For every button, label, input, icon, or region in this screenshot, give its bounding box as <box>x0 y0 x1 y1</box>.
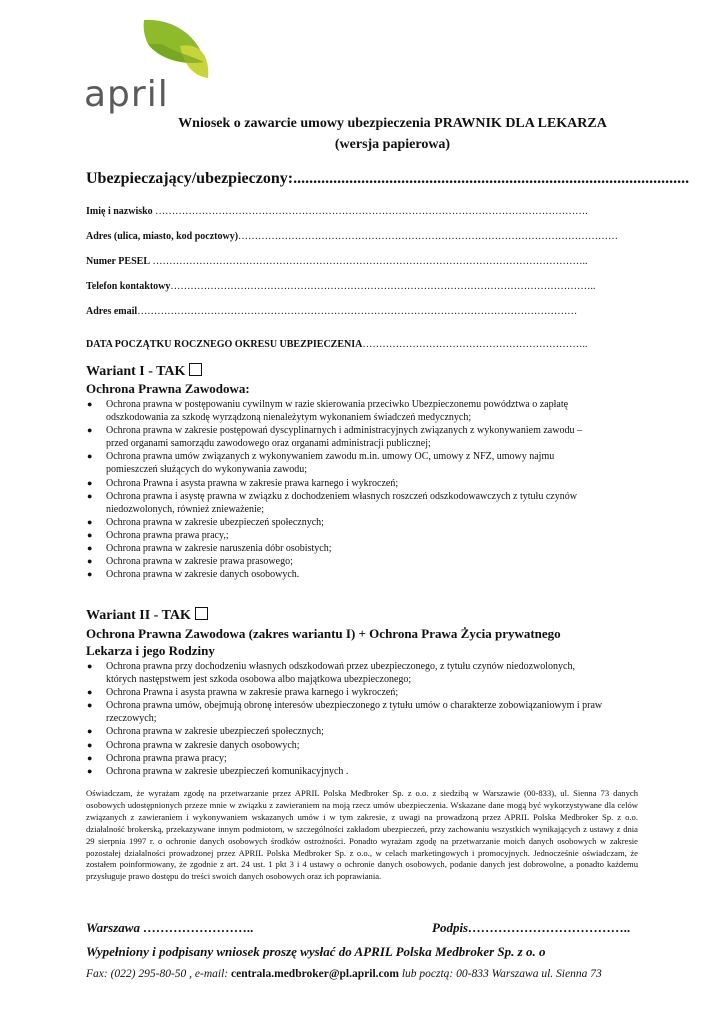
variant1-subheading: Ochrona Prawna Zawodowa: <box>86 381 250 396</box>
start-date-field[interactable]: DATA POCZĄTKU ROCZNEGO OKRESU UBEZPIECZENIA………………………………………………………….. <box>86 339 588 350</box>
variant2-checkbox[interactable] <box>195 607 208 620</box>
list-item: ● Ochrona prawna prawa pracy,; <box>87 529 229 541</box>
list-item: ● Ochrona prawna umów, obejmują obronę interesów ubezpieczonego z tytułu umów o charakterze zobowiązaniowym i praw rzeczowych; <box>87 700 603 725</box>
phone-field[interactable]: Telefon kontaktowy……………………………………………………………………………………………………………….. <box>86 281 596 292</box>
variant1-heading: Wariant I - TAK <box>86 363 202 380</box>
list-item: ● Ochrona prawna w postępowaniu cywilnym w razie skierowania przeciwko Ubezpieczonemu powództwa o zapłatę odszkodowania za szkodę wyrządzoną nienależytym wykonaniem świadczeń medycznych; <box>87 399 569 424</box>
list-item: ● Ochrona prawna w zakresie postępowań dyscyplinarnych i administracyjnych związanych z wykonywaniem zawodu – przed organami samorządu zawodowego oraz organami administracji publicznej; <box>87 425 582 450</box>
document-subtitle: (wersja papierowa) <box>334 137 451 152</box>
april-logo <box>82 16 222 114</box>
contact-email[interactable]: centrala.medbroker@pl.april.com <box>231 968 399 980</box>
name-field[interactable]: Imię i nazwisko …………………………………………………………………………………………………………………. <box>86 206 588 217</box>
email-field[interactable]: Adres email…………………………………………………………………………………………………………………… <box>86 306 578 317</box>
list-item: ● Ochrona prawna umów związanych z wykonywaniem zawodu m.in. umowy OC, umowy z NFZ, umowy najmu pomieszczeń służących do wykonywania zawodu; <box>87 451 555 476</box>
variant2-list <box>86 660 606 778</box>
variant2-heading: Wariant II - TAK <box>86 607 208 624</box>
list-item: ● Ochrona prawna w zakresie danych osobowych; <box>87 739 300 751</box>
insured-heading: Ubezpieczający/ubezpieczony:................................................................................................... <box>86 170 690 187</box>
pesel-field[interactable]: Numer PESEL ………………………………………………………………………………………………………………….. <box>86 256 588 267</box>
document-title: Wniosek o zawarcie umowy ubezpieczenia PRAWNIK DLA LEKARZA <box>178 116 607 131</box>
list-item: ● Ochrona prawna w zakresie ubezpieczeń społecznych; <box>87 726 324 738</box>
list-item: ● Ochrona prawna w zakresie ubezpieczeń komunikacyjnych . <box>87 765 349 777</box>
address-field[interactable]: Adres (ulica, miasto, kod pocztowy)…………………………………………………………………………………………………… <box>86 231 619 242</box>
list-item: ● Ochrona prawna prawa pracy; <box>87 752 227 764</box>
variant1-checkbox[interactable] <box>189 363 202 376</box>
list-item: ● Ochrona Prawna i asysta prawna w zakresie prawa karnego i wykroczeń; <box>87 477 399 489</box>
logo-wordmark: april <box>84 74 169 114</box>
list-item: ● Ochrona prawna w zakresie prawa prasowego; <box>87 556 293 568</box>
variant2-subheading: Ochrona Prawna Zawodowa (zakres wariantu I) + Ochrona Prawa Życia prywatnego Lekarza i jego Rodziny <box>86 626 561 658</box>
list-item: ● Ochrona prawna i asystę prawna w związku z dochodzeniem własnych roszczeń odszkodowawczych z tytułu czynów niedozwolonych, również znieważenie; <box>87 490 577 515</box>
consent-paragraph: Oświadczam, że wyrażam zgodę na przetwarzanie przez APRIL Polska Medbroker Sp. z o.o. z siedzibą w Warszawie (00-833), ul. Sienna 73 danych osobowych udostępnionych przeze mnie w związku z zawieraniem na moją rzecz umów ubezpieczenia. Wskazane dane mogą być wykorzystywane dla celów związanych z zawieraniem i wykonywaniem wskazanych umów i w tym zakresie, z uwagi na prowadzoną przez APRIL Polska Medbroker Sp. z o.o. działalność brokerską, przekazywane innym podmiotom, w szczególności zakładom ubezpieczeń, przy zachowaniu wszystkich wynikających z ustawy z dnia 29 sierpnia 1997 r. o ochronie danych osobowych środków ostrożności. Ponadto wyrażam zgodę na przetwarzanie moich danych osobowych w zakresie pozostałej działalności prowadzonej przez APRIL Polska Medbroker Sp. z o.o., w celach marketingowych i promocyjnych. Jednocześnie oświadczam, że zostałem poinformowany, że zgodnie z art. 24 ust. 1 pkt 3 i 4 ustawy o ochronie danych osobowych, podanie danych jest dobrowolne, a ponadto każdemu przysługuje prawo dostępu do treści swoich danych osobowych oraz ich poprawiania. <box>86 788 638 882</box>
signature-field[interactable]: Podpis……………………………….. <box>432 920 631 935</box>
variant1-list <box>86 398 606 581</box>
list-item: ● Ochrona Prawna i asysta prawna w zakresie prawa karnego i wykroczeń; <box>87 687 399 699</box>
place-date-field[interactable]: Warszawa …………………….. <box>86 920 254 935</box>
contact-line: Fax: (022) 295-80-50 , e-mail: centrala.medbroker@pl.april.com lub pocztą: 00-833 Warszawa ul. Sienna 73 <box>86 968 602 980</box>
list-item: ● Ochrona prawna w zakresie ubezpieczeń społecznych; <box>87 516 324 528</box>
list-item: ● Ochrona prawna przy dochodzeniu własnych odszkodowań przez ubezpieczonego, z tytułu czynów niedozwolonych, których następstwem jest szkoda osobowa albo majątkowa ubezpieczonego; <box>87 661 575 686</box>
send-instruction: Wypełniony i podpisany wniosek proszę wysłać do APRIL Polska Medbroker Sp. z o. o <box>86 944 546 959</box>
list-item: ● Ochrona prawna w zakresie danych osobowych. <box>87 569 300 581</box>
list-item: ● Ochrona prawna w zakresie naruszenia dóbr osobistych; <box>87 543 332 555</box>
april-logo-graphic <box>82 16 222 114</box>
